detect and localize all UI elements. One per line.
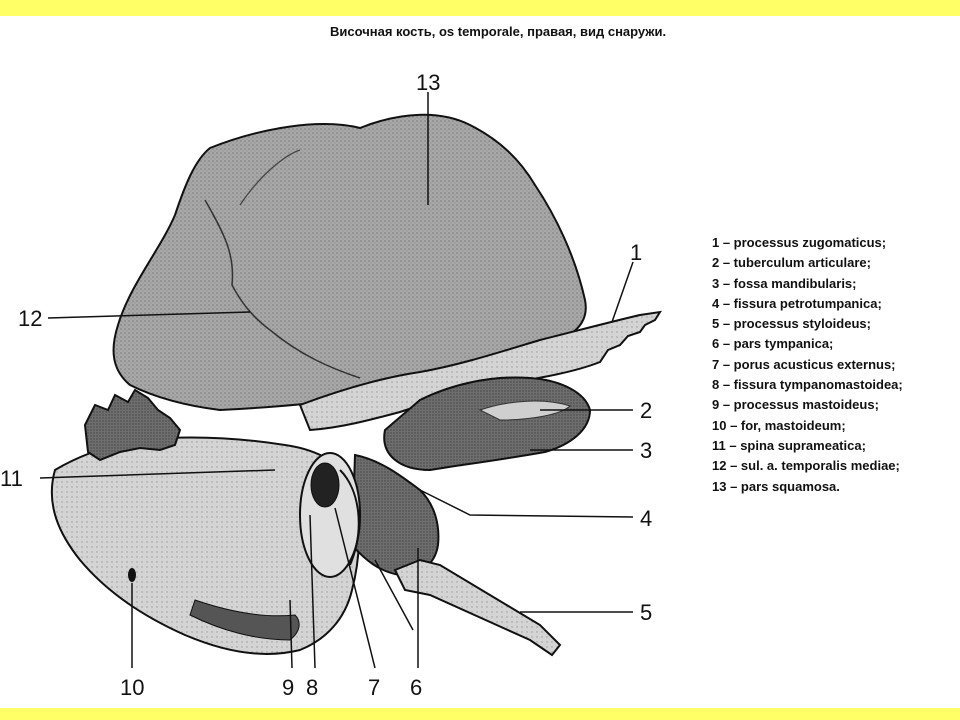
porus-inner-shape: [311, 463, 339, 507]
legend-list: [712, 233, 903, 497]
legend-item-7: 7 – porus acusticus externus;: [712, 356, 896, 372]
legend-item-4: 4 – fissura petrotumpanica;: [712, 295, 882, 311]
styloid-process-shape: [395, 560, 560, 655]
callout-5: 5: [640, 600, 653, 625]
callout-13: 13: [416, 70, 441, 95]
leader-1: [612, 262, 633, 322]
legend-item-11: 11 – spina suprameatica;: [712, 437, 866, 453]
callout-10: 10: [120, 675, 145, 700]
callout-4: 4: [640, 506, 653, 531]
legend-item-8: 8 – fissura tympanomastoidea;: [712, 377, 903, 393]
callout-6: 6: [410, 675, 423, 700]
legend-item-13: 13 – pars squamosa.: [712, 478, 840, 494]
legend-item-2: 2 – tuberculum articulare;: [712, 255, 871, 271]
callout-3: 3: [640, 438, 653, 463]
mastoid-foramen-shape: [128, 568, 136, 582]
callout-9: 9: [282, 675, 295, 700]
callout-7: 7: [368, 675, 381, 700]
callout-1: 1: [630, 240, 643, 265]
pars-tympanica-shape: [352, 455, 438, 575]
legend-item-10: 10 – for, mastoideum;: [712, 417, 846, 433]
legend-item-1: 1 – processus zugomaticus;: [712, 235, 887, 250]
callout-8: 8: [306, 675, 319, 700]
legend-item-9: 9 – processus mastoideus;: [712, 397, 879, 413]
leader-4: [420, 490, 633, 517]
figure-title: Височная кость, os temporale, правая, вид снаружи.: [330, 24, 667, 39]
callout-12: 12: [18, 306, 43, 331]
callout-2: 2: [640, 398, 653, 423]
legend-item-12: 12 – sul. a. temporalis mediae;: [712, 458, 900, 474]
legend-item-3: 3 – fossa mandibularis;: [712, 275, 857, 291]
legend-item-5: 5 – processus styloideus;: [712, 316, 871, 332]
callout-11: 11: [0, 466, 23, 491]
legend-item-6: 6 – pars tympanica;: [712, 336, 834, 352]
